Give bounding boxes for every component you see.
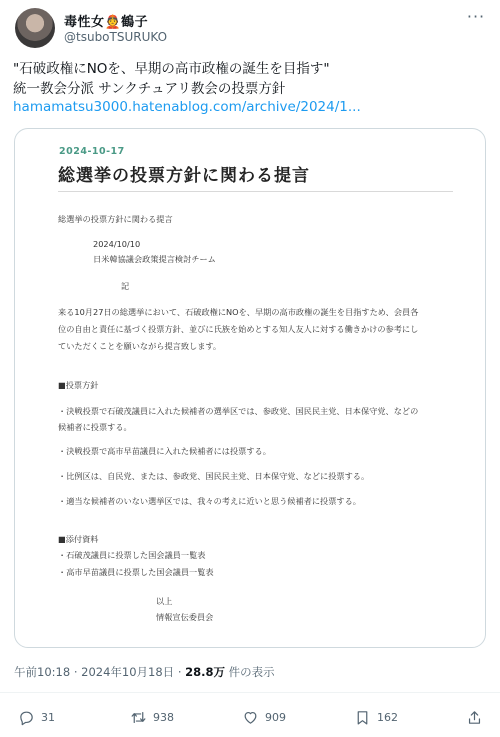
views-label: 件の表示 xyxy=(228,665,275,679)
policy-line-2: 候補者に投票する。 xyxy=(58,422,132,432)
document-subtitle: 総選挙の投票方針に関わる提言 xyxy=(58,214,173,224)
attachment-2: ・高市早苗議員に投票した国会議員一覧表 xyxy=(58,567,214,577)
repost-button[interactable] xyxy=(130,708,174,726)
policy-header: ■投票方針 xyxy=(58,380,99,390)
tweet-date: 2024年10月18日 xyxy=(81,665,175,679)
tweet-time: 午前10:18 xyxy=(14,665,71,679)
tweet-text-line-1: "石破政権にNOを、早期の高市政権の誕生を目指す" xyxy=(13,61,330,77)
reply-icon xyxy=(18,709,35,726)
committee-name: 情報宣伝委員会 xyxy=(156,612,214,622)
repost-icon xyxy=(130,709,147,726)
views-count: 28.8万 xyxy=(185,665,226,679)
link-card[interactable] xyxy=(14,128,486,648)
bookmark-icon xyxy=(354,709,371,726)
tweet-text-line-2: 統一教会分派 サンクチュアリ教会の投票方針 xyxy=(13,81,286,97)
attachments-header: ■添付資料 xyxy=(58,534,99,544)
document-issue-date: 2024/10/10 xyxy=(93,239,141,249)
reply-count: 31 xyxy=(41,710,55,724)
divider xyxy=(0,692,500,693)
avatar[interactable] xyxy=(15,8,55,48)
share-icon xyxy=(466,709,483,726)
intro-line-1: 来る10月27日の総選挙において、石破政権にNOを、早期の高市政権の誕生を目指すため、会員各 xyxy=(58,307,419,317)
tweet-timestamp[interactable]: 午前10:18 · 2024年10月18日 · 28.8万 件の表示 xyxy=(14,665,275,679)
intro-line-2: 位の自由と責任に基づく投票方針、並びに氏族を始めとする知人友人に対する働きかけの参考にし xyxy=(58,324,419,334)
repost-count: 938 xyxy=(153,710,174,724)
document-title: 総選挙の投票方針に関わる提言 xyxy=(58,166,310,186)
reply-button[interactable] xyxy=(18,708,55,726)
closing-text: 以上 xyxy=(156,596,173,606)
bookmark-button[interactable] xyxy=(354,708,398,726)
intro-line-3: ていただくことを願いながら提言致します。 xyxy=(58,341,222,351)
like-button[interactable] xyxy=(242,708,286,726)
author-handle[interactable]: @tsuboTSURUKO xyxy=(64,30,168,44)
heart-icon xyxy=(242,709,259,726)
policy-line-4: ・比例区は、自民党、または、参政党、国民民主党、日本保守党、などに投票する。 xyxy=(58,471,370,481)
policy-line-1: ・決戦投票で石破茂議員に入れた候補者の選挙区では、参政党、国民民主党、日本保守党、などの xyxy=(58,406,419,416)
attachment-1: ・石破茂議員に投票した国会議員一覧表 xyxy=(58,550,206,560)
policy-line-5: ・適当な候補者のいない選挙区では、我々の考えに近いと思う候補者に投票する。 xyxy=(58,496,361,506)
author-display-name[interactable]: 毒性女👲鶴子 xyxy=(64,15,149,30)
document-ki: 記 xyxy=(121,281,130,291)
document-team: 日米韓協議会政策提言検討チーム xyxy=(93,254,216,264)
share-button[interactable] xyxy=(466,708,489,726)
title-divider xyxy=(58,191,453,192)
like-count: 909 xyxy=(265,710,286,724)
policy-line-3: ・決戦投票で高市早苗議員に入れた候補者には投票する。 xyxy=(58,446,271,456)
bookmark-count: 162 xyxy=(377,710,398,724)
document-date: 2024-10-17 xyxy=(59,146,125,157)
more-icon[interactable]: ··· xyxy=(466,7,486,26)
tweet-link[interactable]: hamamatsu3000.hatenablog.com/archive/2024/1... xyxy=(13,99,361,115)
